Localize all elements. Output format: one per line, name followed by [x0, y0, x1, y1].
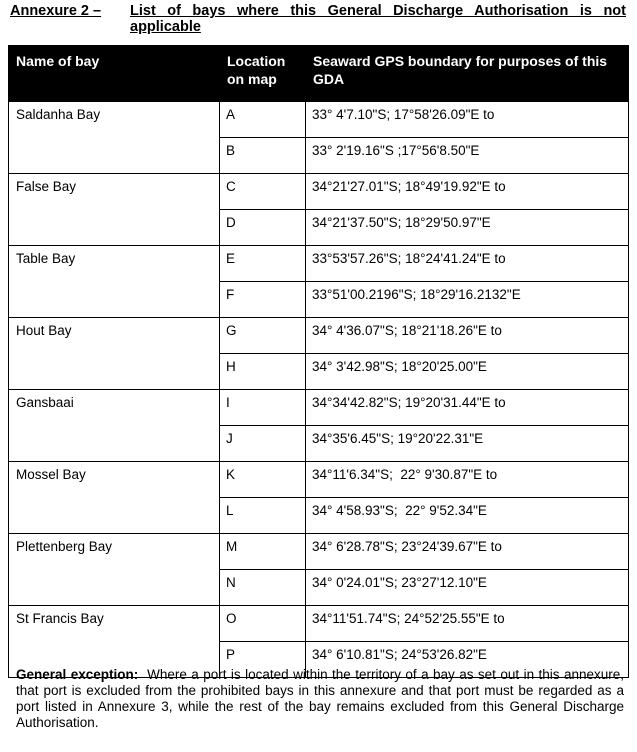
- gps-boundary-cell: 33° 4'7.10"S; 17°58'26.09"E to: [306, 102, 629, 138]
- table-row: [9, 102, 629, 138]
- table-row: [9, 390, 629, 426]
- gps-boundary-cell: 34°34'42.82"S; 19°20'31.44"E to: [306, 390, 629, 426]
- location-cell: N: [220, 570, 306, 606]
- gps-boundary-cell: 34°21'27.01"S; 18°49'19.92"E to: [306, 174, 629, 210]
- gps-boundary-cell: 33° 2'19.16"S ;17°56'8.50"E: [306, 138, 629, 174]
- gps-boundary-cell: 34° 4'58.93"S; 22° 9'52.34"E: [306, 498, 629, 534]
- location-cell: L: [220, 498, 306, 534]
- bay-name-cell: Hout Bay: [9, 318, 220, 390]
- bay-name-cell: Gansbaai: [9, 390, 220, 462]
- gps-boundary-cell: 34° 4'36.07"S; 18°21'18.26"E to: [306, 318, 629, 354]
- location-cell: P: [220, 642, 306, 678]
- gps-boundary-cell: 34° 6'10.81"S; 24°53'26.82"E: [306, 642, 629, 678]
- gps-boundary-cell: 34°11'51.74"S; 24°52'25.55"E to: [306, 606, 629, 642]
- annexure-label: Annexure 2 –: [10, 3, 102, 19]
- location-cell: K: [220, 462, 306, 498]
- general-exception-text: Where a port is located within the territory of a bay as set out in this annexure, that port is excluded from the prohibited bays in this annexure and that port must be regarded as a port listed in Annexure 3, while the rest of the bay remains excluded from this General Discharge Authorisation.: [16, 667, 624, 730]
- header-name-of-bay: Name of bay: [9, 46, 220, 102]
- location-cell: M: [220, 534, 306, 570]
- gps-boundary-cell: 34° 3'42.98"S; 18°20'25.00"E: [306, 354, 629, 390]
- table-row: [9, 462, 629, 498]
- general-exception-note: [16, 667, 624, 731]
- location-cell: I: [220, 390, 306, 426]
- table-header-row: [9, 46, 629, 102]
- gps-boundary-cell: 33°51'00.2196"S; 18°29'16.2132"E: [306, 282, 629, 318]
- bay-name-cell: Mossel Bay: [9, 462, 220, 534]
- general-exception-lead: General exception:: [16, 667, 139, 682]
- gps-boundary-cell: 34°35'6.45"S; 19°20'22.31"E: [306, 426, 629, 462]
- bay-name-cell: St Francis Bay: [9, 606, 220, 678]
- location-cell: B: [220, 138, 306, 174]
- bay-name-cell: False Bay: [9, 174, 220, 246]
- location-cell: F: [220, 282, 306, 318]
- gps-boundary-cell: 33°53'57.26"S; 18°24'41.24"E to: [306, 246, 629, 282]
- location-cell: A: [220, 102, 306, 138]
- location-cell: H: [220, 354, 306, 390]
- location-cell: E: [220, 246, 306, 282]
- gps-boundary-cell: 34°11'6.34"S; 22° 9'30.87"E to: [306, 462, 629, 498]
- bay-name-cell: Plettenberg Bay: [9, 534, 220, 606]
- bay-name-cell: Table Bay: [9, 246, 220, 318]
- table-row: [9, 606, 629, 642]
- location-cell: C: [220, 174, 306, 210]
- location-cell: G: [220, 318, 306, 354]
- annexure-title: List of bays where this General Discharge Authorisation is not applicable: [130, 3, 626, 35]
- bays-table: [8, 45, 629, 678]
- gps-boundary-cell: 34° 0'24.01"S; 23°27'12.10"E: [306, 570, 629, 606]
- gps-boundary-cell: 34°21'37.50"S; 18°29'50.97"E: [306, 210, 629, 246]
- header-location-on-map: Location on map: [220, 46, 306, 102]
- location-cell: J: [220, 426, 306, 462]
- table-row: [9, 534, 629, 570]
- table-row: [9, 318, 629, 354]
- table-row: [9, 246, 629, 282]
- location-cell: D: [220, 210, 306, 246]
- gps-boundary-cell: 34° 6'28.78"S; 23°24'39.67"E to: [306, 534, 629, 570]
- bay-name-cell: Saldanha Bay: [9, 102, 220, 174]
- location-cell: O: [220, 606, 306, 642]
- header-gps-boundary: Seaward GPS boundary for purposes of this GDA: [306, 46, 629, 102]
- table-row: [9, 174, 629, 210]
